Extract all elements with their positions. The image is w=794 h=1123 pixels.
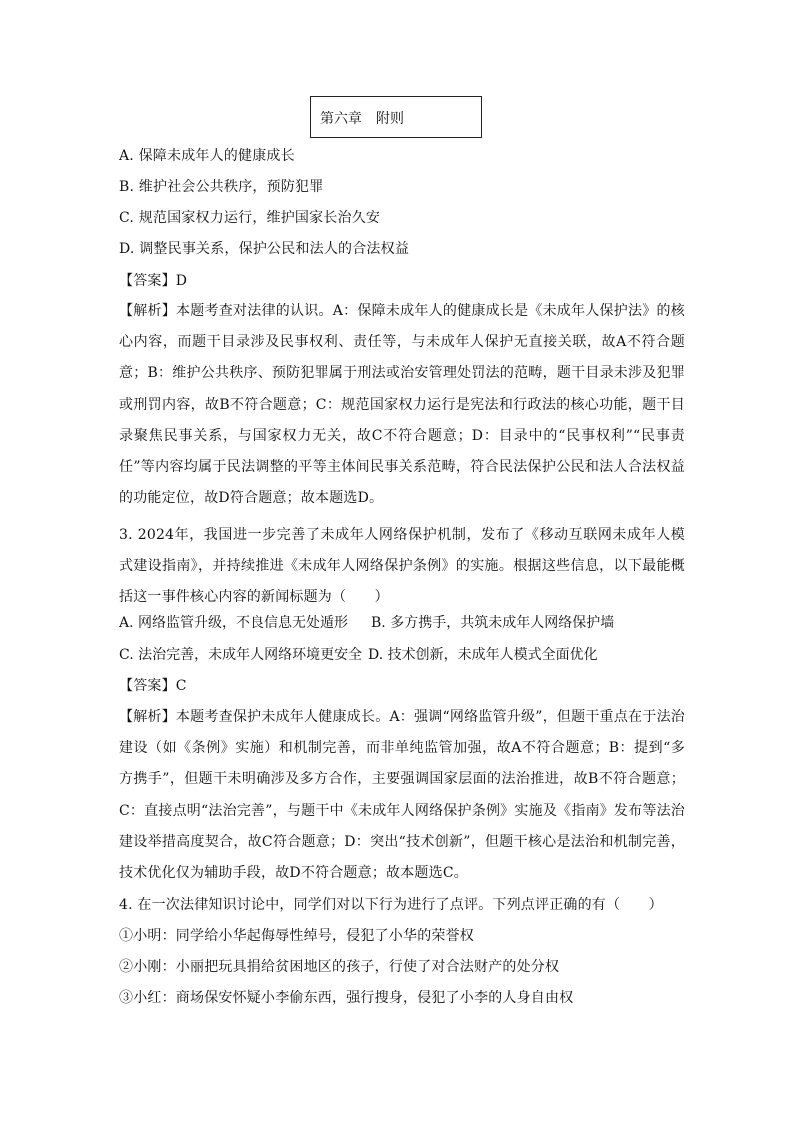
q3-analysis: 【解析】本题考查保护未成年人健康成长。A：强调“网络监管升级”，但题干重点在于法治建设（如《条例》实施）和机制完善，而非单纯监管加强，故A不符合题意；B：提到“多方携手”，但题干未明确涉及多方合作，主要强调国家层面的法治推进，故B不符合题意；C：直接点明“法治完善”，与题干中《未成年人网络保护条例》实施及《指南》发布等法治建设举措高度契合，故C符合题意；D：突出“技术创新”，但题干核心是法治和机制完善，技术优化仅为辅助手段，故D不符合题意；故本题选C。 <box>119 709 685 882</box>
q3-option-c: C. 法治完善，未成年人网络环境更安全 <box>119 647 363 663</box>
q3-stem: 3. 2024年，我国进一步完善了未成年人网络保护机制，发布了《移动互联网未成年人模式建设指南》，并持续推进《未成年人网络保护条例》的实施。根据这些信息，以下最能概括这一事件核心内容的新闻标题为（ ） <box>119 527 685 606</box>
q4-item-2: ②小刚：小丽把玩具捐给贫困地区的孩子，行使了对合法财产的处分权 <box>119 959 560 975</box>
q2-analysis: 【解析】本题考查对法律的认识。A：保障未成年人的健康成长是《未成年人保护法》的核心内容，而题干目录涉及民事权利、责任等，与未成年人保护无直接关联，故A不符合题意；B：维护公共秩序、预防犯罪属于刑法或治安管理处罚法的范畴，题干目录未涉及犯罪或刑罚内容，故B不符合题意；C：规范国家权力运行是宪法和行政法的核心功能，题干目录聚焦民事关系，与国家权力无关，故C不符合题意；D：目录中的“民事权利”“民事责任”等内容均属于民法调整的平等主体间民事关系范畴，符合民法保护公民和法人合法权益的功能定位，故D符合题意；故本题选D。 <box>119 303 685 507</box>
chapter-table-cell <box>310 96 482 138</box>
q3-answer: 【答案】C <box>119 678 187 694</box>
q4-stem: 4. 在一次法律知识讨论中，同学们对以下行为进行了点评。下列点评正确的有（ ） <box>119 897 663 913</box>
q2-option-a: A. 保障未成年人的健康成长 <box>119 148 295 164</box>
q2-answer: 【答案】D <box>119 273 188 289</box>
q2-option-b: B. 维护社会公共秩序，预防犯罪 <box>119 179 324 195</box>
q2-option-d: D. 调整民事关系，保护公民和法人的合法权益 <box>119 241 410 257</box>
q3-option-a: A. 网络监管升级，不良信息无处遁形 <box>119 615 349 631</box>
chapter-label: 第六章 附则 <box>320 111 404 127</box>
q2-option-c: C. 规范国家权力运行，维护国家长治久安 <box>119 210 381 226</box>
q4-item-1: ①小明：同学给小华起侮辱性绰号，侵犯了小华的荣誉权 <box>119 928 474 944</box>
q3-option-b: B. 多方携手，共筑未成年人网络保护墙 <box>371 615 615 631</box>
q3-option-d: D. 技术创新，未成年人模式全面优化 <box>368 647 598 663</box>
q4-item-3: ③小红：商场保安怀疑小李偷东西，强行搜身，侵犯了小李的人身自由权 <box>119 990 574 1006</box>
q3-options-row-1 <box>119 613 615 633</box>
q3-options-row-2 <box>119 645 598 665</box>
